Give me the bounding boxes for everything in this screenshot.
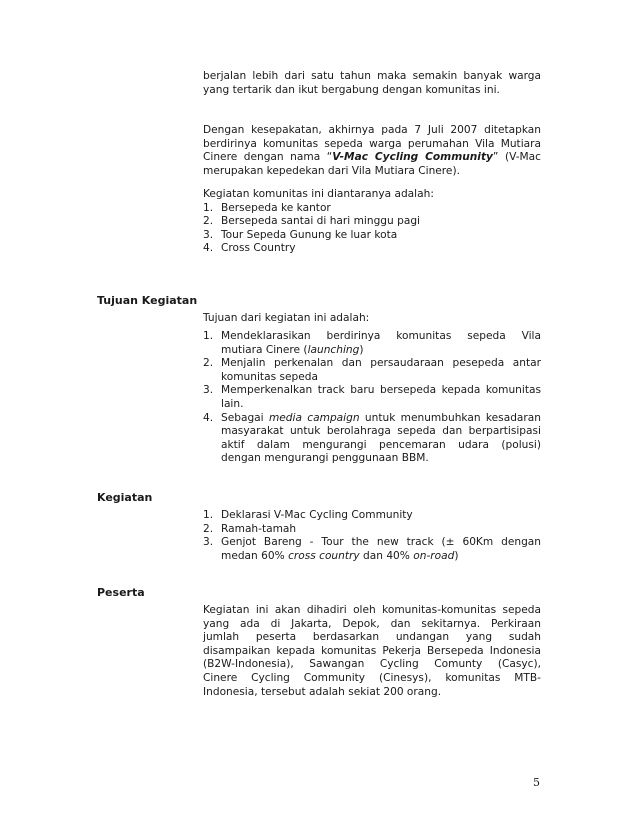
list-number: 1. [203, 330, 214, 342]
text-segment: Sebagai [221, 411, 269, 424]
list-text: aktif dalam mengurangi pencemaran udara (polusi) [221, 438, 541, 451]
text-segment: Cinere dengan nama “ [203, 151, 333, 164]
list-item [203, 384, 541, 411]
list-text: Mendeklarasikan berdirinya komunitas sepeda Vila [221, 330, 541, 342]
list-item [203, 536, 541, 563]
list-item [203, 412, 541, 466]
founding-line: berdirinya komunitas sepeda warga perumahan Vila Mutiara [203, 137, 541, 150]
list-number: 1. [203, 201, 214, 214]
list-item [203, 330, 541, 357]
list-item [203, 509, 541, 523]
list-number: 1. [203, 509, 214, 521]
text-segment: media campaign [268, 411, 360, 424]
peserta-line: disampaikan kepada komunitas Pekerja Bersepeda Indonesia [203, 644, 541, 657]
list-number: 3. [203, 536, 214, 549]
list-text: dengan mengurangi penggunaan BBM. [221, 452, 429, 465]
peserta-paragraph [203, 604, 541, 699]
activities-intro: Kegiatan komunitas ini diantaranya adalah: [203, 188, 434, 200]
text-segment: mutiara Cinere ( [221, 343, 308, 356]
text-segment: medan 60% [221, 549, 289, 562]
text-segment: ) [454, 549, 459, 562]
list-text: Tour Sepeda Gunung ke luar kota [221, 228, 398, 241]
tujuan-section [203, 330, 541, 466]
peserta-line: yang ada di Jakarta, Depok, dan sekitarnya. Perkiraan [203, 617, 541, 630]
activities-section [203, 188, 541, 256]
text-segment: on-road [413, 549, 455, 562]
text-segment: cross country [288, 549, 360, 562]
list-item [203, 229, 541, 243]
list-text [221, 344, 541, 358]
list-item [203, 202, 541, 216]
list-item [203, 523, 541, 537]
list-text: masyarakat untuk berolahraga sepeda dan berpartisipasi [221, 425, 541, 438]
peserta-line: Kegiatan ini akan dihadiri oleh komunitas-komunitas sepeda [203, 604, 541, 616]
list-text: Cross Country [221, 242, 296, 255]
section-heading-kegiatan: Kegiatan [97, 491, 153, 504]
list-text: Bersepeda ke kantor [221, 201, 331, 214]
peserta-line: Cinere Cycling Community (Cinesys), komunitas MTB- [203, 671, 541, 684]
list-number: 3. [203, 384, 214, 397]
list-number: 4. [203, 242, 214, 255]
list-number: 3. [203, 228, 214, 241]
kegiatan-list [203, 509, 541, 563]
list-text [221, 412, 541, 426]
intro-line: yang tertarik dan ikut bergabung dengan komunitas ini. [203, 83, 500, 96]
list-number: 2. [203, 215, 214, 228]
peserta-line: Indonesia, tersebut adalah sekiat 200 orang. [203, 685, 442, 698]
founding-line: merupakan kepedekan dari Vila Mutiara Cinere). [203, 164, 460, 177]
community-name: V-Mac Cycling Community [332, 151, 493, 164]
section-heading-peserta: Peserta [97, 586, 145, 599]
tujuan-intro: Tujuan dari kegiatan ini adalah: [203, 312, 370, 324]
list-text: lain. [221, 397, 244, 410]
list-number: 2. [203, 522, 214, 535]
text-segment: launching [307, 343, 360, 356]
activities-list [203, 202, 541, 256]
tujuan-list [203, 330, 541, 466]
text-segment: ” (V-Mac [492, 151, 541, 164]
list-text: Genjot Bareng - Tour the new track (± 60Km dengan [221, 536, 541, 549]
text-segment: untuk menumbuhkan kesadaran [359, 411, 541, 424]
list-text: Ramah-tamah [221, 522, 297, 535]
text-segment: ) [359, 343, 364, 356]
list-text: Bersepeda santai di hari minggu pagi [221, 215, 420, 228]
page-number: 5 [533, 776, 540, 789]
list-text: Memperkenalkan track baru bersepeda kepada komunitas [221, 384, 541, 397]
section-heading-tujuan: Tujuan Kegiatan [97, 294, 198, 307]
founding-line: Dengan kesepakatan, akhirnya pada 7 Juli 2007 ditetapkan [203, 124, 541, 136]
list-text [221, 550, 541, 564]
kegiatan-section [203, 509, 541, 563]
founding-paragraph [203, 124, 541, 178]
peserta-line: (B2W-Indonesia), Sawangan Cycling Comunty (Casyc), [203, 658, 541, 671]
founding-line [203, 151, 541, 165]
list-text: komunitas sepeda [221, 370, 318, 383]
list-item [203, 357, 541, 384]
peserta-line: jumlah peserta berdasarkan undangan yang sudah [203, 631, 541, 644]
text-segment: dan 40% [359, 549, 414, 562]
list-number: 2. [203, 357, 214, 370]
list-item [203, 215, 541, 229]
list-text: Deklarasi V-Mac Cycling Community [221, 509, 413, 521]
intro-line: berjalan lebih dari satu tahun maka semakin banyak warga [203, 70, 541, 82]
list-item [203, 242, 541, 256]
intro-paragraph [203, 70, 541, 97]
list-number: 4. [203, 411, 214, 424]
list-text: Menjalin perkenalan dan persaudaraan pesepeda antar [221, 357, 541, 370]
